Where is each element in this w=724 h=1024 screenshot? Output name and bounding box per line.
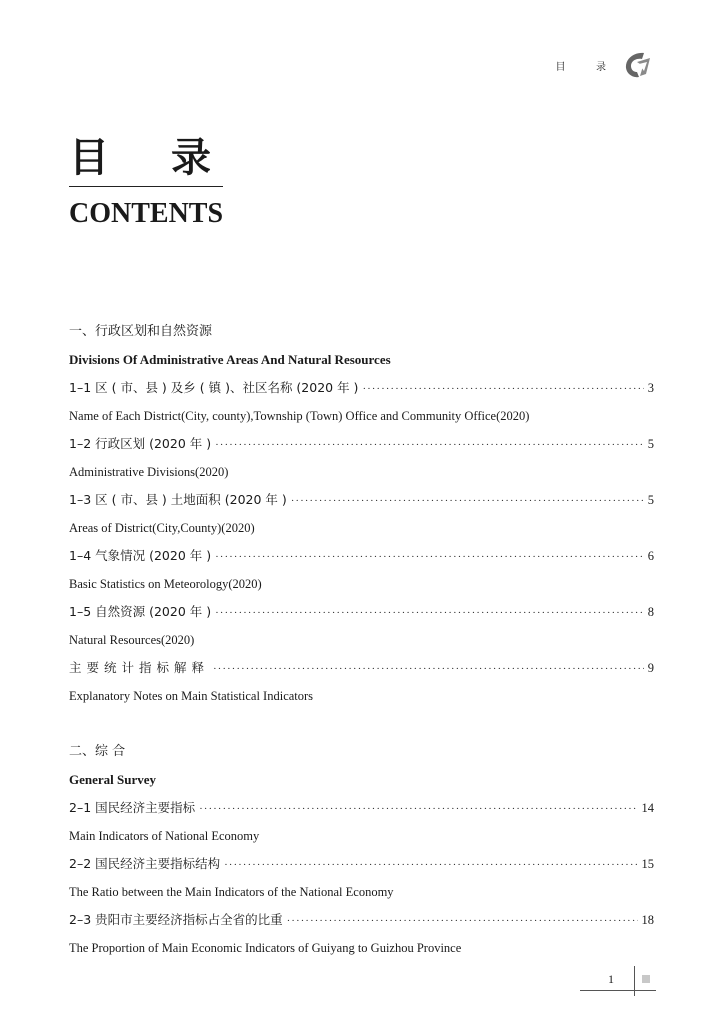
dot-leader (291, 487, 644, 515)
header-label: 目 录 (555, 61, 620, 73)
entry-title: 1–1 区 ( 市、县 ) 及乡 ( 镇 )、社区名称 (2020 年 ) (69, 380, 359, 395)
toc-entry-2-1[interactable] (69, 794, 654, 822)
toc-entry-1-4[interactable] (69, 542, 654, 570)
running-header (556, 50, 655, 80)
entry-title: 2–1 国民经济主要指标 (69, 800, 196, 815)
entry-title-en: Administrative Divisions(2020) (69, 465, 229, 479)
entry-title-en: Basic Statistics on Meteorology(2020) (69, 577, 262, 591)
entry-title: 1–2 行政区划 (2020 年 ) (69, 436, 212, 451)
toc-entry-notes[interactable] (69, 654, 654, 682)
section-title-cn: 二、综 合 (69, 744, 126, 759)
toc-entry-1-2[interactable] (69, 430, 654, 458)
entry-title: 1–4 气象情况 (2020 年 ) (69, 548, 212, 563)
entry-page-number: 9 (647, 661, 654, 675)
footer-rule (580, 990, 656, 991)
entry-page-number: 5 (647, 437, 654, 451)
page-title-en: CONTENTS (69, 198, 224, 229)
toc-section-2 (69, 738, 654, 962)
entry-title-en: The Proportion of Main Economic Indicators of Guiyang to Guizhou Province (69, 941, 462, 955)
section-title-en: Divisions Of Administrative Areas And Natural Resources (69, 352, 391, 367)
page-title-cn: 目录 (69, 135, 273, 181)
title-divider (69, 186, 223, 187)
entry-title-en: Name of Each District(City, county),Township (Town) Office and Community Office(2020) (69, 409, 530, 423)
dot-leader (215, 543, 644, 571)
section-title-cn: 一、行政区划和自然资源 (69, 324, 213, 339)
toc-entry-2-2[interactable] (69, 850, 654, 878)
section-spacer (69, 710, 654, 738)
entry-title: 2–2 国民经济主要指标结构 (69, 856, 221, 871)
entry-title: 1–5 自然资源 (2020 年 ) (69, 604, 212, 619)
entry-page-number: 5 (647, 493, 654, 507)
entry-title-en: Natural Resources(2020) (69, 633, 195, 647)
entry-page-number: 18 (641, 913, 654, 927)
dot-leader (224, 851, 637, 879)
dot-leader (287, 907, 638, 935)
table-of-contents (69, 318, 654, 962)
dot-leader (362, 375, 643, 403)
dot-leader (213, 655, 644, 683)
entry-title-en: Main Indicators of National Economy (69, 829, 260, 843)
dot-leader (215, 599, 644, 627)
entry-title-en: Explanatory Notes on Main Statistical Indicators (69, 689, 314, 703)
page-footer (580, 966, 656, 996)
entry-title-en: The Ratio between the Main Indicators of the National Economy (69, 885, 394, 899)
entry-page-number: 14 (641, 801, 654, 815)
section-title-en: General Survey (69, 772, 157, 787)
entry-page-number: 3 (647, 381, 654, 395)
entry-page-number: 6 (647, 549, 654, 563)
entry-title: 1–3 区 ( 市、县 ) 土地面积 (2020 年 ) (69, 492, 287, 507)
dot-leader (215, 431, 644, 459)
dot-leader (199, 795, 637, 823)
toc-section-1 (69, 318, 654, 710)
toc-entry-1-3[interactable] (69, 486, 654, 514)
footer-square-icon (642, 975, 650, 983)
entry-page-number: 8 (647, 605, 654, 619)
logo-icon (622, 50, 654, 80)
entry-title: 2–3 贵阳市主要经济指标占全省的比重 (69, 912, 283, 927)
entry-title-en: Areas of District(City,County)(2020) (69, 521, 255, 535)
toc-entry-1-1[interactable] (69, 374, 654, 402)
page-number: 1 (608, 972, 614, 986)
footer-divider (634, 966, 635, 996)
toc-entry-2-3[interactable] (69, 906, 654, 934)
entry-title: 主要统计指标解释 (69, 660, 210, 675)
toc-entry-1-5[interactable] (69, 598, 654, 626)
entry-page-number: 15 (641, 857, 654, 871)
